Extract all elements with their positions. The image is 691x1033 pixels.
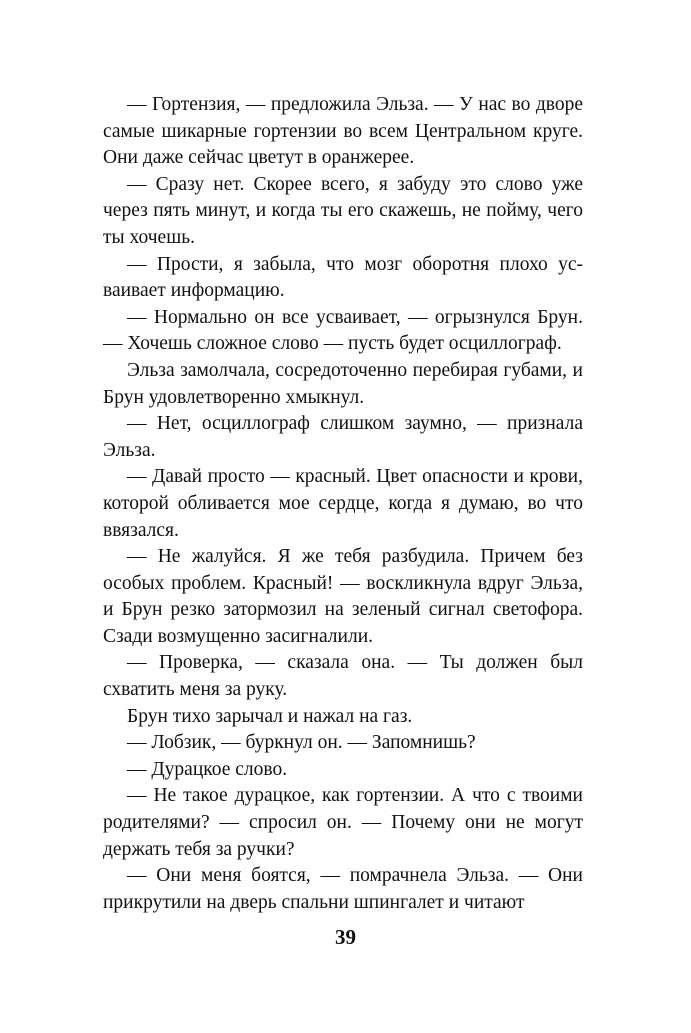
paragraph-7: — Давай просто — красный. Цвет опасности и крови, которой обливается мое сердце, когда я думаю, во что ввязался. (103, 466, 583, 541)
paragraph-2: — Сразу нет. Скорее всего, я забуду это слово уже через пять минут, и когда ты его скажешь, не пойму, чего ты хочешь. (103, 173, 583, 248)
paragraph-4: — Нормально он все усваивает, — огрызнулся Брун. — Хочешь сложное слово — пусть будет осциллограф. (103, 306, 583, 355)
paragraph-1: — Гортензия, — предложила Эльза. — У нас во дворе самые шикарные гортензии во всем Центральном круге. Они даже сейчас цветут в оранжерее. (103, 94, 583, 169)
paragraph-8: — Не жалуйся. Я же тебя разбудила. Причем без особых проблем. Красный! — воскликнула вдруг Эльза, и Брун резко затормозил на зеленый сигнал светофора. Сзади возмущенно засигналили. (103, 546, 583, 647)
paragraph-13: — Не такое дурацкое, как гортензии. А что с твоими родителями? — спросил он. — Почему они не могут держать тебя за ручки? (103, 785, 583, 860)
paragraph-6: — Нет, осциллограф слишком заумно, — признала Эльза. (103, 413, 583, 461)
paragraph-10: Брун тихо зарычал и нажал на газ. (127, 705, 413, 727)
paragraph-14: — Они меня боятся, — помрачнела Эльза. — Они прикрутили на дверь спальни шпингалет и читают (103, 865, 583, 913)
paragraph-11: — Лобзик, — буркнул он. — Запомнишь? (127, 732, 476, 754)
paragraph-12: — Дурацкое слово. (127, 758, 288, 780)
paragraph-3: — Прости, я забыла, что мозг оборотня плохо усваивает информацию. (103, 253, 583, 302)
paragraph-9: — Проверка, — сказала она. — Ты должен был схватить меня за руку. (103, 652, 583, 701)
page-number: 39 (335, 925, 356, 949)
page-text (103, 92, 583, 916)
paragraph-5: Эльза замолчала, сосредоточенно перебирая губами, и Брун удовлетворенно хмыкнул. (103, 359, 583, 408)
